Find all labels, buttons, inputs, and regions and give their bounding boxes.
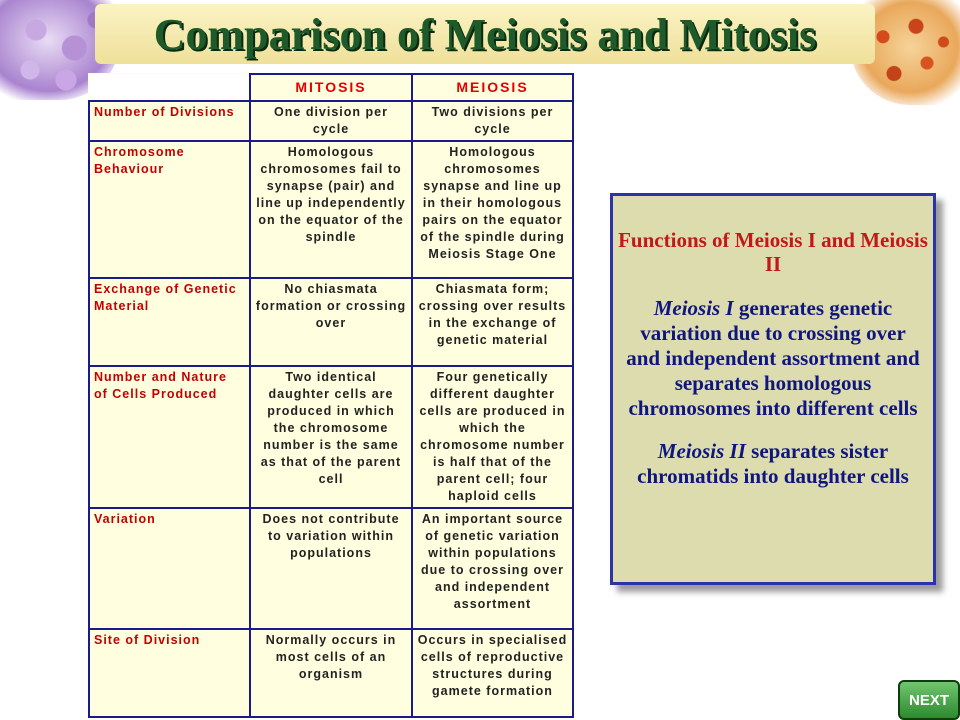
table-row <box>89 366 573 508</box>
meiosis-1-term: Meiosis I <box>653 296 734 320</box>
next-button[interactable]: NEXT <box>898 680 960 720</box>
mitosis-cell: Normally occurs in most cells of an organism <box>250 629 412 717</box>
comparison-table <box>88 73 574 718</box>
row-label: Number and Nature of Cells Produced <box>89 366 250 508</box>
table-row <box>89 629 573 717</box>
table-row <box>89 141 573 278</box>
meiosis-cell: Four genetically different daughter cells are produced in which the chromosome number is half that of the parent cell; four haploid cells <box>412 366 573 508</box>
mitosis-cell: Two identical daughter cells are produced in which the chromosome number is the same as that of the parent cell <box>250 366 412 508</box>
row-label: Variation <box>89 508 250 629</box>
info-heading: Functions of Meiosis I and Meiosis II <box>618 228 928 276</box>
meiosis-cell: An important source of genetic variation within populations due to crossing over and independent assortment <box>412 508 573 629</box>
meiosis-2-text: separates sister chromatids into daughter cells <box>637 439 909 488</box>
table-corner <box>89 74 250 101</box>
table-row <box>89 508 573 629</box>
row-label: Chromosome Behaviour <box>89 141 250 278</box>
page-title: Comparison of Meiosis and Mitosis <box>95 4 875 64</box>
mitosis-cell: Does not contribute to variation within populations <box>250 508 412 629</box>
meiosis-cell: Two divisions per cycle <box>412 101 573 141</box>
row-label: Number of Divisions <box>89 101 250 141</box>
header-meiosis: MEIOSIS <box>412 74 573 101</box>
meiosis-2-term: Meiosis II <box>657 439 746 463</box>
meiosis-1-description <box>625 296 921 421</box>
mitosis-cell: One division per cycle <box>250 101 412 141</box>
meiosis-cell: Occurs in specialised cells of reproductive structures during gamete formation <box>412 629 573 717</box>
row-label: Site of Division <box>89 629 250 717</box>
meiosis-cell: Homologous chromosomes synapse and line up in their homologous pairs on the equator of the spindle during Meiosis Stage One <box>412 141 573 278</box>
mitosis-cell: Homologous chromosomes fail to synapse (pair) and line up independently on the equator of the spindle <box>250 141 412 278</box>
row-label: Exchange of Genetic Material <box>89 278 250 366</box>
table-row <box>89 278 573 366</box>
header-mitosis: MITOSIS <box>250 74 412 101</box>
mitosis-cell: No chiasmata formation or crossing over <box>250 278 412 366</box>
meiosis-cell: Chiasmata form; crossing over results in the exchange of genetic material <box>412 278 573 366</box>
meiosis-1-text: generates genetic variation due to crossing over and independent assortment and separates homologous chromosomes into different cells <box>626 296 920 420</box>
meiosis-2-description <box>625 439 921 489</box>
table-row <box>89 101 573 141</box>
functions-info-box <box>610 193 936 585</box>
header <box>0 0 960 70</box>
